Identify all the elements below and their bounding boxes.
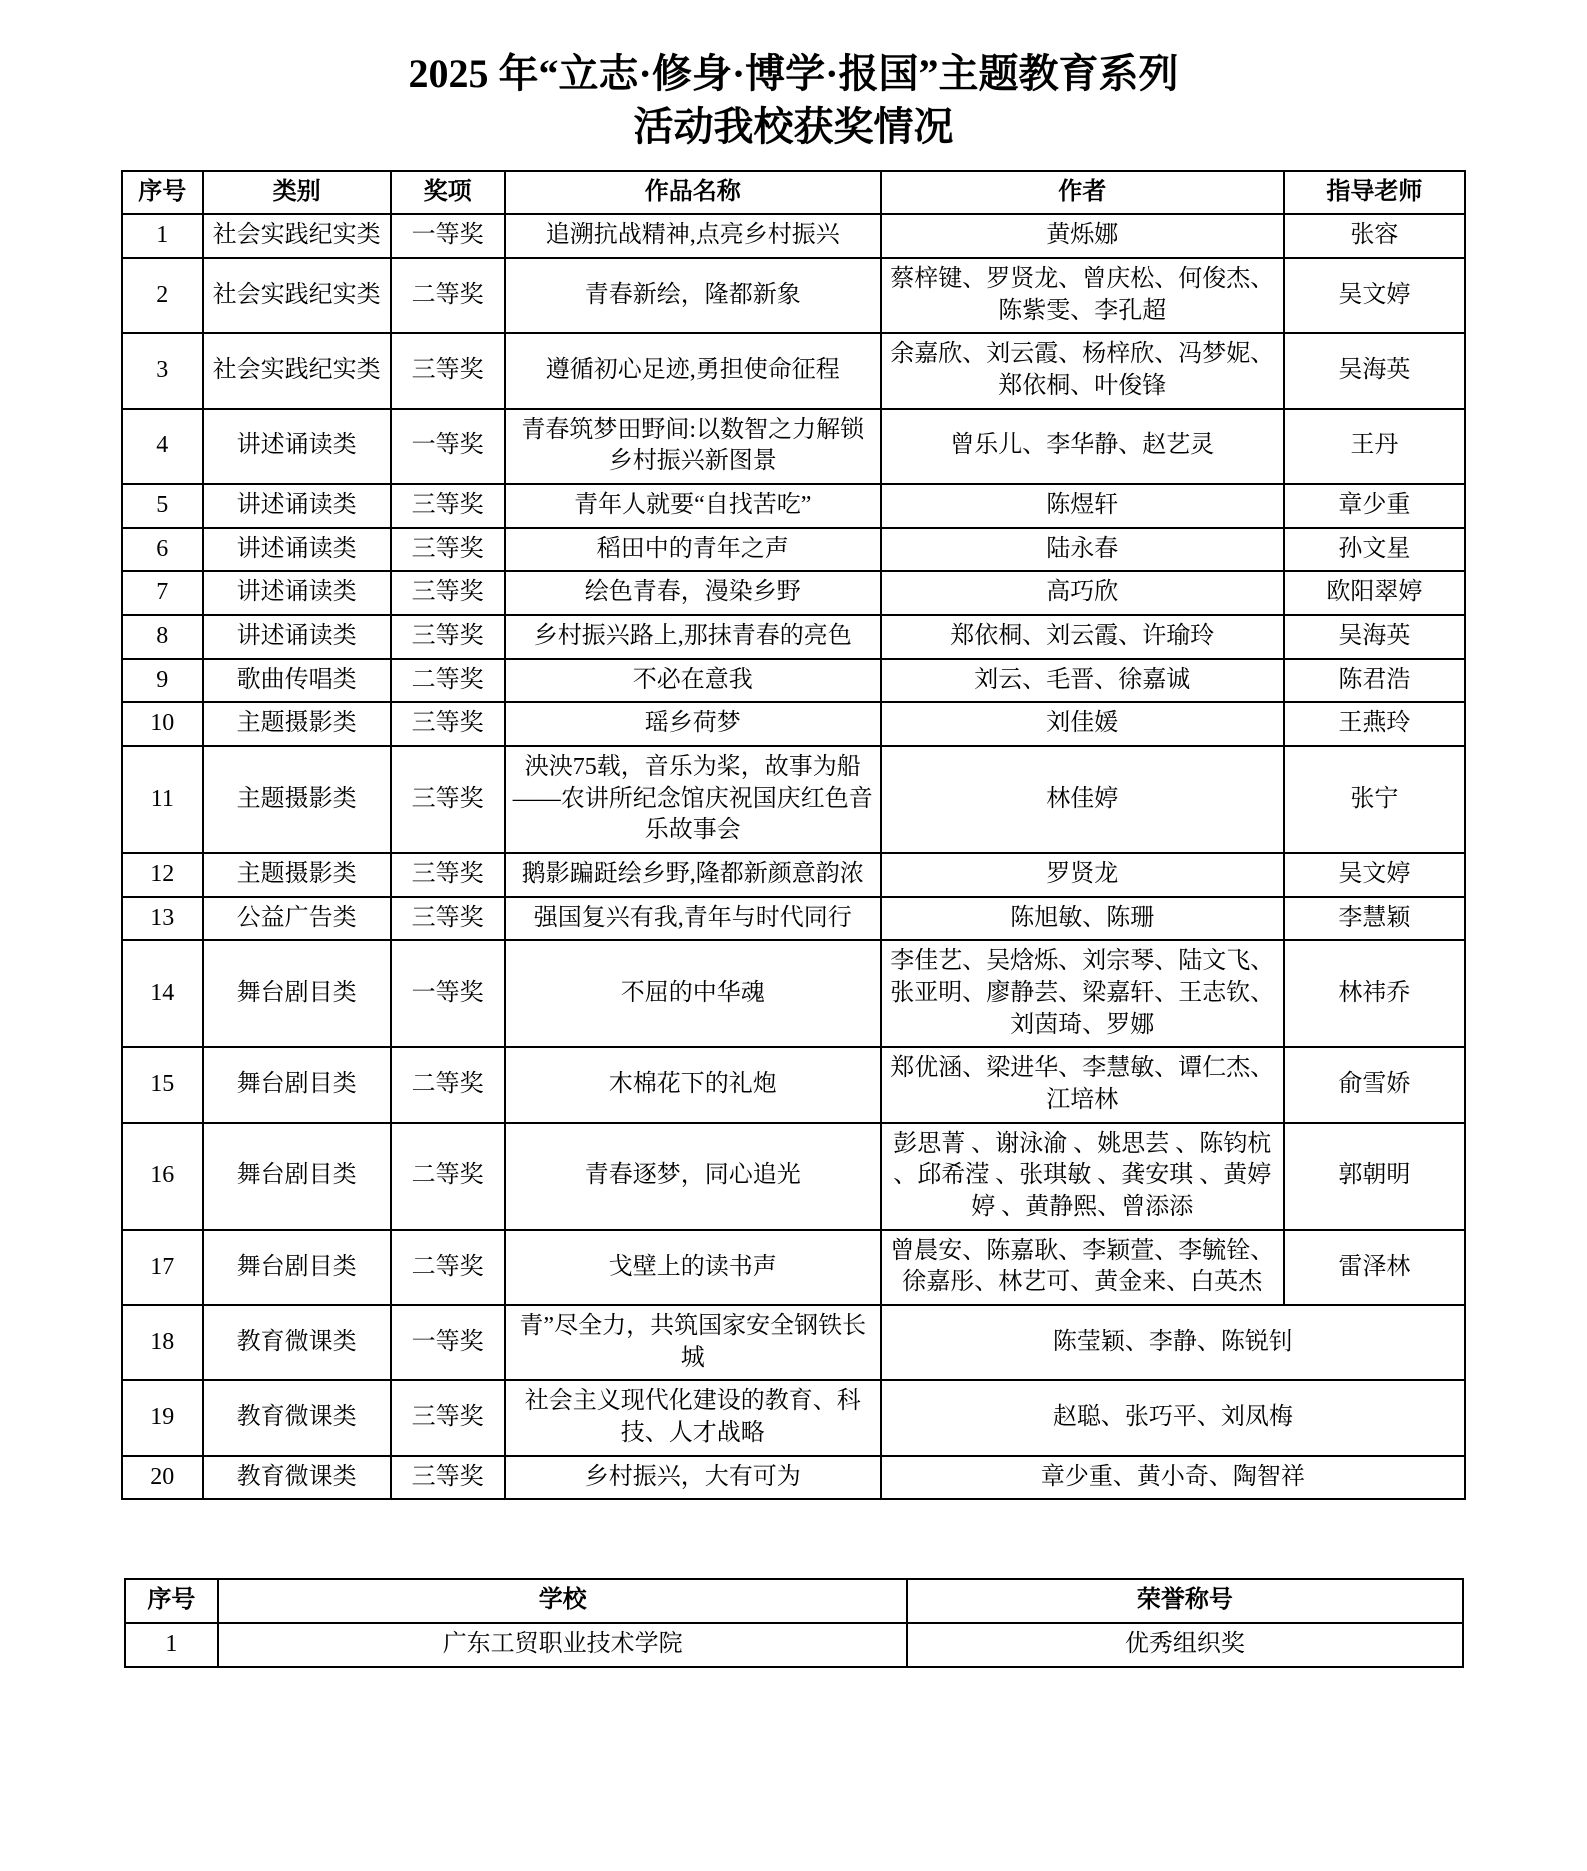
table-row: [122, 659, 1465, 703]
cell-work-title: 木棉花下的礼炮: [505, 1047, 881, 1122]
cell-authors: 余嘉欣、刘云霞、杨梓欣、冯梦妮、郑依桐、叶俊锋: [881, 333, 1284, 408]
cell-work-title: 乡村振兴路上,那抹青春的亮色: [505, 615, 881, 659]
table-row: [122, 853, 1465, 897]
cell-row-number: 18: [122, 1305, 203, 1380]
cell-award: 三等奖: [391, 484, 505, 528]
cell-teacher: 雷泽林: [1284, 1230, 1465, 1305]
cell-row-number: 11: [122, 746, 203, 853]
cell-award: 一等奖: [391, 409, 505, 484]
page-title-line-2: 活动我校获奖情况: [633, 103, 954, 149]
cell-award: 三等奖: [391, 528, 505, 572]
cell-category: 舞台剧目类: [203, 1047, 391, 1122]
cell-authors: 章少重、黄小奇、陶智祥: [881, 1456, 1465, 1500]
table-row: [125, 1623, 1463, 1667]
cell-authors: 高巧欣: [881, 571, 1284, 615]
cell-authors: 林佳婷: [881, 746, 1284, 853]
cell-award: 三等奖: [391, 746, 505, 853]
cell-work-title: 追溯抗战精神,点亮乡村振兴: [505, 214, 881, 258]
cell-category: 舞台剧目类: [203, 940, 391, 1047]
cell-authors: 陈煜轩: [881, 484, 1284, 528]
cell-award: 三等奖: [391, 333, 505, 408]
cell-work-title: 戈壁上的读书声: [505, 1230, 881, 1305]
cell-row-number: 19: [122, 1380, 203, 1455]
cell-teacher: 俞雪娇: [1284, 1047, 1465, 1122]
cell-award: 二等奖: [391, 1123, 505, 1230]
cell-teacher: 李慧颖: [1284, 897, 1465, 941]
cell-authors: 郑优涵、梁进华、李慧敏、谭仁杰、江培林: [881, 1047, 1284, 1122]
cell-authors: 李佳艺、吴焓烁、刘宗琴、陆文飞、张亚明、廖静芸、梁嘉轩、王志钦、刘茵琦、罗娜: [881, 940, 1284, 1047]
cell-teacher: 王燕玲: [1284, 702, 1465, 746]
cell-category: 社会实践纪实类: [203, 214, 391, 258]
cell-category: 社会实践纪实类: [203, 258, 391, 333]
cell-row-number: 14: [122, 940, 203, 1047]
cell-teacher: 吴海英: [1284, 333, 1465, 408]
cell-work-title: 鹅影蹁跹绘乡野,隆都新颜意韵浓: [505, 853, 881, 897]
cell-category: 舞台剧目类: [203, 1123, 391, 1230]
awards-table: [121, 170, 1466, 1501]
cell-award: 三等奖: [391, 571, 505, 615]
cell-work-title: 瑶乡荷梦: [505, 702, 881, 746]
cell-authors: 刘佳媛: [881, 702, 1284, 746]
cell-award: 二等奖: [391, 1047, 505, 1122]
cell-work-title: 青春筑梦田野间:以数智之力解锁乡村振兴新图景: [505, 409, 881, 484]
cell-row-number: 1: [125, 1623, 219, 1667]
cell-authors: 陆永春: [881, 528, 1284, 572]
cell-row-number: 6: [122, 528, 203, 572]
cell-category: 教育微课类: [203, 1305, 391, 1380]
cell-category: 讲述诵读类: [203, 409, 391, 484]
header-teacher: 指导老师: [1284, 171, 1465, 215]
cell-honor: 优秀组织奖: [907, 1623, 1462, 1667]
cell-category: 讲述诵读类: [203, 571, 391, 615]
table-row: [122, 484, 1465, 528]
cell-authors: 彭思菁 、谢泳渝 、姚思芸 、陈钧杭 、邱希滢 、张琪敏 、龚安琪 、黄婷婷 、黄静熙、曾添添: [881, 1123, 1284, 1230]
table-row: [122, 702, 1465, 746]
cell-work-title: 青春新绘，隆都新象: [505, 258, 881, 333]
cell-authors: 陈旭敏、陈珊: [881, 897, 1284, 941]
cell-award: 三等奖: [391, 702, 505, 746]
cell-work-title: 青”尽全力，共筑国家安全钢铁长城: [505, 1305, 881, 1380]
cell-row-number: 7: [122, 571, 203, 615]
cell-category: 主题摄影类: [203, 853, 391, 897]
cell-row-number: 8: [122, 615, 203, 659]
cell-row-number: 20: [122, 1456, 203, 1500]
cell-work-title: 不屈的中华魂: [505, 940, 881, 1047]
header-school: 学校: [218, 1579, 907, 1623]
table-row: [122, 528, 1465, 572]
header-award: 奖项: [391, 171, 505, 215]
page-title-line-1: 2025 年“立志·修身·博学·报国”主题教育系列: [408, 51, 1179, 96]
table-row: [122, 1047, 1465, 1122]
cell-teacher: 章少重: [1284, 484, 1465, 528]
cell-award: 三等奖: [391, 853, 505, 897]
cell-row-number: 13: [122, 897, 203, 941]
table-row: [122, 940, 1465, 1047]
table-row: [122, 746, 1465, 853]
cell-teacher: 吴文婷: [1284, 853, 1465, 897]
cell-row-number: 9: [122, 659, 203, 703]
cell-teacher: 陈君浩: [1284, 659, 1465, 703]
table-row: [122, 1305, 1465, 1380]
cell-school: 广东工贸职业技术学院: [218, 1623, 907, 1667]
header-no: 序号: [125, 1579, 219, 1623]
cell-work-title: 不必在意我: [505, 659, 881, 703]
honor-table-body: [125, 1623, 1463, 1667]
cell-award: 三等奖: [391, 1456, 505, 1500]
cell-row-number: 4: [122, 409, 203, 484]
honor-table-header-row: [125, 1579, 1463, 1623]
cell-authors: 赵聪、张巧平、刘凤梅: [881, 1380, 1465, 1455]
cell-authors: 罗贤龙: [881, 853, 1284, 897]
cell-category: 公益广告类: [203, 897, 391, 941]
header-no: 序号: [122, 171, 203, 215]
cell-teacher: 王丹: [1284, 409, 1465, 484]
page-title: [0, 48, 1587, 154]
honor-table: [124, 1578, 1464, 1667]
cell-teacher: 孙文星: [1284, 528, 1465, 572]
cell-work-title: 稻田中的青年之声: [505, 528, 881, 572]
cell-work-title: 社会主义现代化建设的教育、科技、人才战略: [505, 1380, 881, 1455]
table-row: [122, 1380, 1465, 1455]
header-category: 类别: [203, 171, 391, 215]
header-work: 作品名称: [505, 171, 881, 215]
cell-category: 教育微课类: [203, 1456, 391, 1500]
cell-award: 三等奖: [391, 615, 505, 659]
table-row: [122, 571, 1465, 615]
cell-work-title: 乡村振兴，大有可为: [505, 1456, 881, 1500]
table-row: [122, 897, 1465, 941]
cell-teacher: 张宁: [1284, 746, 1465, 853]
cell-award: 三等奖: [391, 897, 505, 941]
cell-authors: 蔡梓键、罗贤龙、曾庆松、何俊杰、陈紫雯、李孔超: [881, 258, 1284, 333]
cell-work-title: 绘色青春，漫染乡野: [505, 571, 881, 615]
cell-teacher: 吴海英: [1284, 615, 1465, 659]
table-row: [122, 333, 1465, 408]
cell-award: 二等奖: [391, 1230, 505, 1305]
cell-row-number: 17: [122, 1230, 203, 1305]
cell-authors: 曾晨安、陈嘉耿、李颖萱、李毓铨、徐嘉彤、林艺可、黄金来、白英杰: [881, 1230, 1284, 1305]
cell-row-number: 12: [122, 853, 203, 897]
header-honor: 荣誉称号: [907, 1579, 1462, 1623]
cell-authors: 黄烁娜: [881, 214, 1284, 258]
cell-teacher: 郭朝明: [1284, 1123, 1465, 1230]
cell-category: 讲述诵读类: [203, 484, 391, 528]
cell-category: 讲述诵读类: [203, 615, 391, 659]
cell-work-title: 青春逐梦，同心追光: [505, 1123, 881, 1230]
cell-award: 三等奖: [391, 1380, 505, 1455]
cell-category: 社会实践纪实类: [203, 333, 391, 408]
table-row: [122, 1123, 1465, 1230]
cell-work-title: 青年人就要“自找苦吃”: [505, 484, 881, 528]
cell-teacher: 吴文婷: [1284, 258, 1465, 333]
cell-row-number: 3: [122, 333, 203, 408]
cell-authors: 郑依桐、刘云霞、许瑜玲: [881, 615, 1284, 659]
cell-award: 一等奖: [391, 940, 505, 1047]
cell-row-number: 10: [122, 702, 203, 746]
header-authors: 作者: [881, 171, 1284, 215]
cell-authors: 曾乐儿、李华静、赵艺灵: [881, 409, 1284, 484]
table-row: [122, 258, 1465, 333]
cell-work-title: 遵循初心足迹,勇担使命征程: [505, 333, 881, 408]
cell-award: 二等奖: [391, 258, 505, 333]
cell-category: 主题摄影类: [203, 746, 391, 853]
cell-category: 讲述诵读类: [203, 528, 391, 572]
cell-category: 主题摄影类: [203, 702, 391, 746]
table-row: [122, 1456, 1465, 1500]
cell-row-number: 1: [122, 214, 203, 258]
table-row: [122, 1230, 1465, 1305]
table-row: [122, 214, 1465, 258]
cell-category: 教育微课类: [203, 1380, 391, 1455]
cell-row-number: 16: [122, 1123, 203, 1230]
cell-category: 舞台剧目类: [203, 1230, 391, 1305]
cell-category: 歌曲传唱类: [203, 659, 391, 703]
cell-award: 二等奖: [391, 659, 505, 703]
cell-row-number: 15: [122, 1047, 203, 1122]
cell-work-title: 强国复兴有我,青年与时代同行: [505, 897, 881, 941]
cell-row-number: 2: [122, 258, 203, 333]
cell-award: 一等奖: [391, 214, 505, 258]
cell-teacher: 张容: [1284, 214, 1465, 258]
cell-authors: 刘云、毛晋、徐嘉诚: [881, 659, 1284, 703]
cell-teacher: 欧阳翠婷: [1284, 571, 1465, 615]
table-row: [122, 615, 1465, 659]
cell-row-number: 5: [122, 484, 203, 528]
table-row: [122, 409, 1465, 484]
awards-table-body: [122, 214, 1465, 1499]
cell-authors: 陈莹颖、李静、陈锐钊: [881, 1305, 1465, 1380]
awards-table-header-row: [122, 171, 1465, 215]
cell-award: 一等奖: [391, 1305, 505, 1380]
cell-work-title: 泱泱75载，音乐为桨，故事为船——农讲所纪念馆庆祝国庆红色音乐故事会: [505, 746, 881, 853]
cell-teacher: 林祎乔: [1284, 940, 1465, 1047]
